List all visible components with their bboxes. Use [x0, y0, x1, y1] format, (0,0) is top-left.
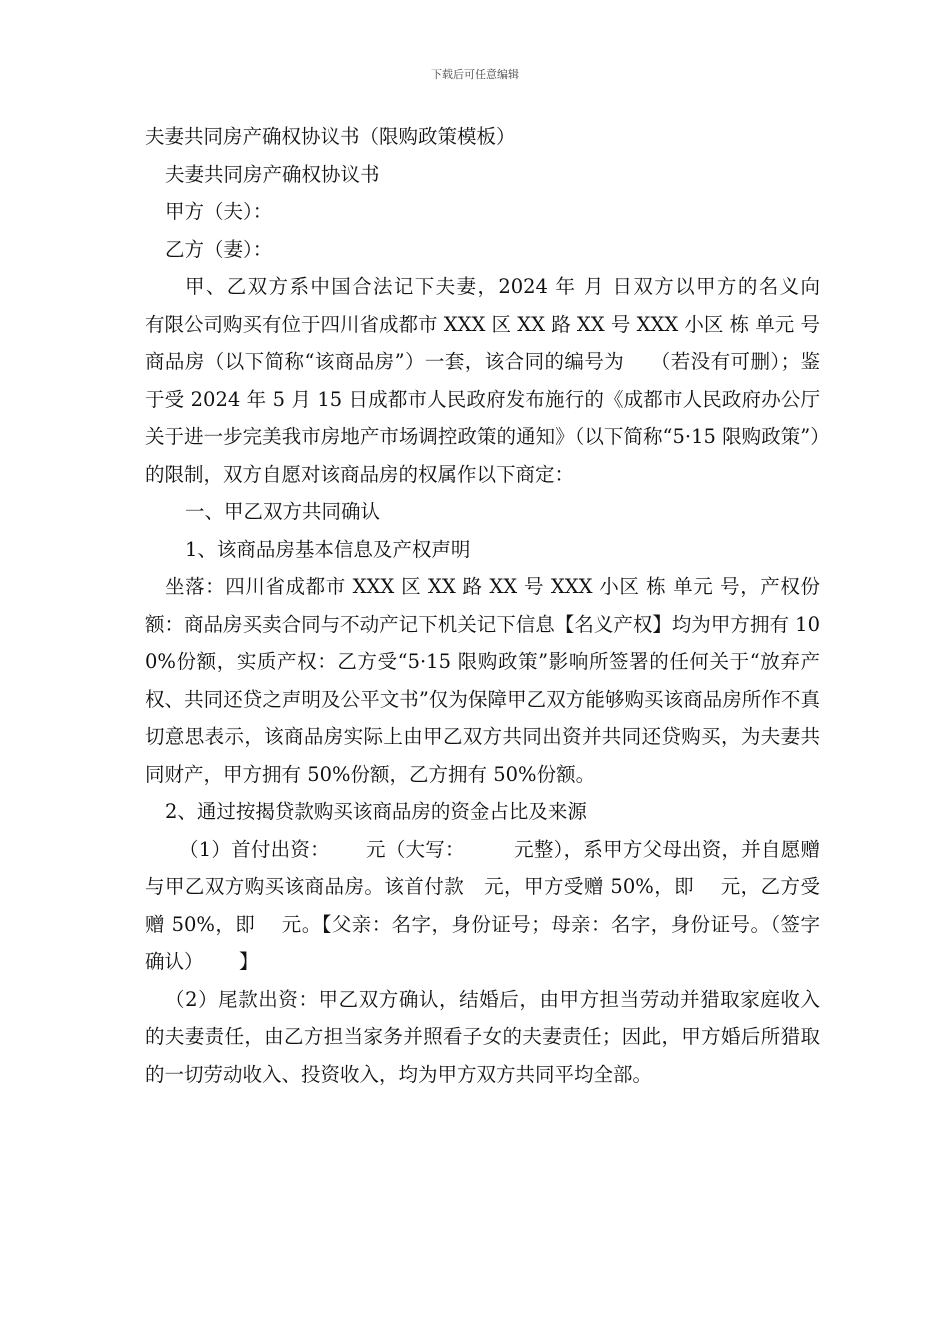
document-subtitle: 夫妻共同房产确权协议书 — [165, 162, 380, 186]
item-1-heading: 1、该商品房基本信息及产权声明 — [185, 537, 471, 561]
party-b-line: 乙方（妻）： — [165, 237, 273, 261]
document-title: 夫妻共同房产确权协议书（限购政策模板） — [145, 125, 516, 148]
section-1-heading: 一、甲乙双方共同确认 — [185, 500, 381, 523]
intro-paragraph: 甲、乙双方系中国合法记下夫妻，2024 年 月 日双方以甲方的名义向 有限公司购买有位于四川省成都市 XXX 区 XX 路 XX 号 XXX 小区 栋 单元 号商品房（以下简称“该商品房”）一套，该合同的编号为 （若没有可删）；鉴于受 2024 年 5 月 15 日成都市人民政府发布施行的《成都市人民政府办公厅关于进一步完美我市房地产市场调控政策的通知》（以下简称“5·15 限购政策”）的限制，双方自愿对该商品房的权属作以下商定： — [145, 275, 866, 486]
item-2-heading: 2、通过按揭贷款购买该商品房的资金占比及来源 — [165, 800, 587, 823]
page-header-note: 下载后可任意编辑 — [431, 68, 519, 81]
item-2-1-paragraph: （1）首付出资： 元（大写： 元整），系甲方父母出资，并自愿赠与甲乙双方购买该商品房。该首付款 元，甲方受赠 50%，即 元，乙方受赠 50%，即 元。【父亲：名字，身份证号；母亲：名字，身份证号。（签字确认） 】 — [145, 837, 820, 973]
document-body — [145, 118, 866, 1093]
item-1-body: 坐落：四川省成都市 XXX 区 XX 路 XX 号 XXX 小区 栋 单元 号，产权份额：商品房买卖合同与不动产记下机关记下信息【名义产权】均为甲方拥有 100%份额，实质产权：乙方受“5·15 限购政策”影响所签署的任何关于“放弃产权、共同还贷之声明及公平文书”仅为保障甲乙双方能够购买该商品房所作不真切意思表示，该商品房实际上由甲乙双方共同出资并共同还贷购买，为夫妻共同财产，甲方拥有 50%份额，乙方拥有 50%份额。 — [145, 575, 820, 786]
item-2-2-paragraph: （2）尾款出资：甲乙双方确认，结婚后，由甲方担当劳动并猎取家庭收入的夫妻责任，由乙方担当家务并照看子女的夫妻责任；因此，甲方婚后所猎取的一切劳动收入、投资收入，均为甲方双方共同平均全部。 — [145, 987, 820, 1086]
party-a-line: 甲方（夫）： — [165, 200, 273, 223]
